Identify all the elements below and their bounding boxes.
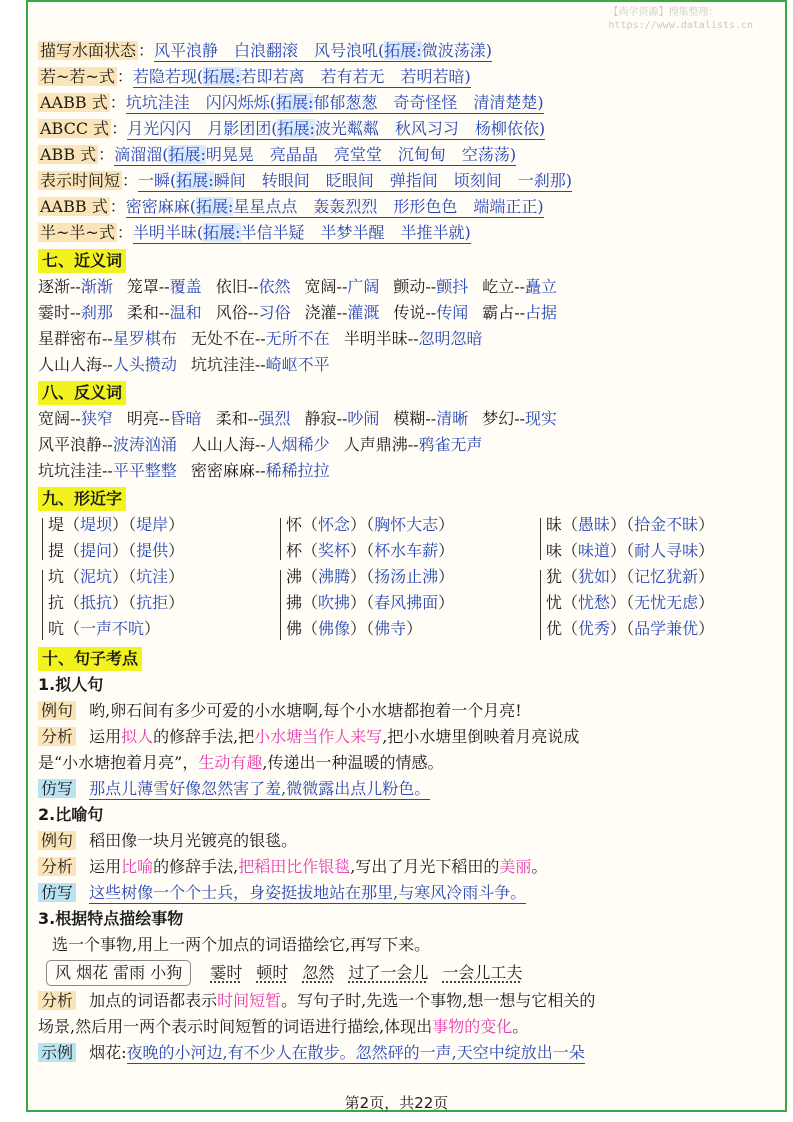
pattern-row bbox=[38, 220, 768, 246]
extend-items: 郁郁葱葱 奇奇怪怪 清清楚楚 bbox=[313, 93, 538, 112]
pair-separator: -- bbox=[102, 461, 113, 480]
pair-word: 传闻 bbox=[436, 303, 469, 322]
analysis-text: 。写句子时,先选一个事物,想一想与它相关的 bbox=[281, 991, 596, 1010]
imitate-tag: 仿写 bbox=[38, 779, 76, 798]
pair-word: 波涛汹涌 bbox=[112, 435, 177, 454]
pattern-words: 密密麻麻(拓展:星星点点 轰轰烈烈 形形色色 端端正正) bbox=[125, 197, 544, 216]
extend-items: 微波荡漾 bbox=[421, 41, 486, 60]
pair-separator: -- bbox=[247, 303, 259, 322]
example-word: 抗拒 bbox=[136, 593, 169, 612]
example-tag: 例句 bbox=[38, 701, 76, 720]
word: 宽阔 bbox=[38, 409, 71, 428]
word: 明亮 bbox=[126, 409, 159, 428]
dotted-word: 顿时 bbox=[256, 963, 289, 982]
pair-word: 覆盖 bbox=[169, 277, 202, 296]
pair-word: 矗立 bbox=[525, 277, 558, 296]
pair-separator: -- bbox=[102, 355, 113, 374]
example-word: 忧愁 bbox=[578, 593, 611, 612]
section-8-heading-row bbox=[38, 380, 768, 406]
pair-word: 昏暗 bbox=[169, 409, 202, 428]
character: 昧 bbox=[546, 515, 563, 534]
pattern-items: 坑坑洼洼 闪闪烁烁 bbox=[125, 93, 270, 112]
analysis-tag: 分析 bbox=[38, 857, 76, 876]
word: 霸占 bbox=[482, 303, 515, 322]
imitate-tag: 仿写 bbox=[38, 883, 76, 902]
word: 浇灌 bbox=[304, 303, 337, 322]
word: 坑坑洼洼 bbox=[38, 461, 103, 480]
pattern-label: AABB 式 bbox=[40, 93, 108, 112]
word: 梦幻 bbox=[482, 409, 515, 428]
section-10-heading-row bbox=[38, 646, 768, 672]
extend-label: 拓展: bbox=[277, 119, 315, 138]
pair-separator: -- bbox=[158, 409, 170, 428]
word: 颤动 bbox=[393, 277, 426, 296]
analysis-highlight: 时间短暂 bbox=[217, 991, 282, 1010]
example-word: 记忆犹新 bbox=[634, 567, 699, 586]
pair-word: 人头攒动 bbox=[112, 355, 177, 374]
example-word: 杯水车薪 bbox=[374, 541, 439, 560]
similar-char-row: 堤（堤坝）（堤岸） bbox=[48, 515, 185, 534]
similar-characters-table bbox=[38, 512, 768, 646]
personification-imitation bbox=[38, 776, 768, 802]
pair-word: 温和 bbox=[169, 303, 202, 322]
analysis-text: 场景,然后用一两个表示时间短暂的词语进行描绘,体现出 bbox=[38, 1017, 433, 1036]
character: 提 bbox=[48, 541, 65, 560]
example-word: 抵抗 bbox=[80, 593, 113, 612]
pair-word: 吵闹 bbox=[347, 409, 380, 428]
similar-char-row: 怀（怀念）（胸怀大志） bbox=[286, 515, 455, 534]
pattern-colon: ： bbox=[109, 93, 126, 112]
similar-char-row: 吭（一声不吭） bbox=[48, 619, 161, 638]
pattern-label: 若~若~式 bbox=[40, 67, 115, 86]
similar-char-row: 优（优秀）（品学兼优） bbox=[546, 619, 715, 638]
word-pair-line bbox=[38, 458, 768, 484]
pair-separator: -- bbox=[514, 303, 526, 322]
word: 逐渐 bbox=[38, 277, 71, 296]
pair-separator: -- bbox=[336, 303, 348, 322]
synonym-list bbox=[38, 274, 768, 378]
word: 依旧 bbox=[215, 277, 248, 296]
character: 吭 bbox=[48, 619, 65, 638]
word: 宽阔 bbox=[304, 277, 337, 296]
pair-word: 灌溉 bbox=[347, 303, 380, 322]
metaphor-analysis bbox=[38, 854, 768, 880]
example-subject: 烟花: bbox=[89, 1043, 127, 1062]
pattern-colon: ： bbox=[109, 197, 126, 216]
pair-separator: -- bbox=[254, 355, 266, 374]
pair-separator: -- bbox=[425, 409, 437, 428]
pattern-label: 描写水面状态 bbox=[40, 41, 137, 60]
example-tag: 例句 bbox=[38, 831, 76, 850]
word: 静寂 bbox=[304, 409, 337, 428]
pattern-row bbox=[38, 168, 768, 194]
dotted-word: 霎时 bbox=[210, 963, 243, 982]
pattern-colon: ： bbox=[138, 41, 155, 60]
example-word: 扬汤止沸 bbox=[374, 567, 439, 586]
section-7-heading: 七、近义词 bbox=[38, 249, 126, 273]
pair-separator: -- bbox=[158, 277, 170, 296]
pair-separator: -- bbox=[336, 409, 348, 428]
analysis-highlight: 事物的变化 bbox=[432, 1017, 513, 1036]
example-word: 犹如 bbox=[578, 567, 611, 586]
watermark-line-1: 【尚学资源】搜集整理： bbox=[608, 7, 719, 18]
word: 人声鼎沸 bbox=[343, 435, 408, 454]
extend-label: 拓展: bbox=[203, 223, 241, 242]
pair-separator: -- bbox=[70, 303, 81, 322]
pair-separator: -- bbox=[254, 461, 266, 480]
analysis-tag: 分析 bbox=[38, 727, 76, 746]
watermark bbox=[609, 6, 754, 32]
analysis-text: ,传递出一种温暖的情感。 bbox=[262, 753, 444, 772]
example-word: 耐人寻味 bbox=[634, 541, 699, 560]
character: 味 bbox=[546, 541, 563, 560]
similar-char-row: 佛（佛像）（佛寺） bbox=[286, 619, 423, 638]
group-brace bbox=[42, 518, 43, 560]
section-9-heading: 九、形近字 bbox=[38, 487, 126, 511]
pattern-words: 坑坑洼洼 闪闪烁烁(拓展:郁郁葱葱 奇奇怪怪 清清楚楚) bbox=[125, 93, 544, 112]
word: 坑坑洼洼 bbox=[190, 355, 255, 374]
example-word: 堤坝 bbox=[80, 515, 113, 534]
pair-separator: -- bbox=[158, 303, 170, 322]
pair-word: 平平整整 bbox=[112, 461, 177, 480]
extend-items: 半信半疑 半梦半醒 半推半就 bbox=[240, 223, 465, 242]
example-tag: 示例 bbox=[38, 1043, 76, 1062]
pair-word: 鸦雀无声 bbox=[418, 435, 483, 454]
analysis-highlight: 把稻田比作银毯 bbox=[238, 857, 351, 876]
word: 传说 bbox=[393, 303, 426, 322]
analysis-text: 。 bbox=[512, 1017, 529, 1036]
character: 怀 bbox=[286, 515, 303, 534]
word: 风俗 bbox=[215, 303, 248, 322]
analysis-text: ,把小水塘里倒映着月亮说成 bbox=[382, 727, 580, 746]
describe-analysis-cont bbox=[38, 1014, 768, 1040]
word: 密密麻麻 bbox=[190, 461, 255, 480]
example-text: 哟,卵石间有多少可爱的小水塘啊,每个小水塘都抱着一个月亮! bbox=[89, 701, 522, 720]
character: 忧 bbox=[546, 593, 563, 612]
pair-separator: -- bbox=[247, 277, 259, 296]
pattern-items: 密密麻麻 bbox=[125, 197, 190, 216]
pair-word: 星罗棋布 bbox=[112, 329, 177, 348]
example-word: 坑洼 bbox=[136, 567, 169, 586]
analysis-highlight: 美丽 bbox=[499, 857, 532, 876]
pair-separator: -- bbox=[425, 277, 437, 296]
group-brace bbox=[540, 518, 541, 560]
analysis-highlight: 比喻 bbox=[121, 857, 154, 876]
describe-title: 3.根据特点描绘事物 bbox=[38, 909, 184, 928]
pair-separator: -- bbox=[514, 409, 526, 428]
extend-items: 瞬间 转眼间 眨眼间 弹指间 顷刻间 一刹那 bbox=[213, 171, 566, 190]
example-word: 一声不吭 bbox=[80, 619, 145, 638]
word: 星群密布 bbox=[38, 329, 103, 348]
pattern-row bbox=[38, 90, 768, 116]
describe-options-row bbox=[38, 958, 768, 988]
example-text: 稻田像一块月光镀亮的银毯。 bbox=[89, 831, 298, 850]
pattern-colon: ： bbox=[116, 223, 133, 242]
extend-label: 拓展: bbox=[203, 67, 241, 86]
extend-items: 波光粼粼 秋风习习 杨柳依依 bbox=[314, 119, 539, 138]
pair-word: 狭窄 bbox=[80, 409, 113, 428]
word: 人山人海 bbox=[190, 435, 255, 454]
analysis-text: 运用 bbox=[89, 857, 122, 876]
pattern-label: 半~半~式 bbox=[40, 223, 115, 242]
pattern-items: 一瞬 bbox=[138, 171, 171, 190]
extend-label: 拓展: bbox=[168, 145, 206, 164]
analysis-text: 是“小水塘抱着月亮”， bbox=[38, 753, 199, 772]
pattern-items: 风平浪静 白浪翻滚 风号浪吼 bbox=[154, 41, 379, 60]
pair-separator: -- bbox=[425, 303, 437, 322]
pattern-items: 若隐若现 bbox=[132, 67, 197, 86]
analysis-text: 运用 bbox=[89, 727, 122, 746]
analysis-text: 。 bbox=[531, 857, 548, 876]
pattern-colon: ： bbox=[98, 145, 115, 164]
word-pair-line bbox=[38, 326, 768, 352]
pair-word: 无所不在 bbox=[265, 329, 330, 348]
word: 风平浪静 bbox=[38, 435, 103, 454]
word-pattern-list bbox=[38, 38, 768, 246]
character: 拂 bbox=[286, 593, 303, 612]
pair-word: 现实 bbox=[525, 409, 558, 428]
group-brace bbox=[42, 570, 43, 640]
pair-separator: -- bbox=[407, 329, 419, 348]
character: 抗 bbox=[48, 593, 65, 612]
pattern-words: 若隐若现(拓展:若即若离 若有若无 若明若暗) bbox=[132, 67, 471, 86]
extend-label: 拓展: bbox=[276, 93, 314, 112]
subject-options-box: 风 烟花 雷雨 小狗 bbox=[46, 960, 191, 986]
extend-items: 星星点点 轰轰烈烈 形形色色 端端正正 bbox=[233, 197, 538, 216]
similar-char-row: 拂（吹拂）（春风拂面） bbox=[286, 593, 455, 612]
extend-items: 若即若离 若有若无 若明若暗 bbox=[240, 67, 465, 86]
personification-analysis-cont bbox=[38, 750, 768, 776]
word: 柔和 bbox=[126, 303, 159, 322]
word: 人山人海 bbox=[38, 355, 103, 374]
example-word: 提问 bbox=[80, 541, 113, 560]
similar-char-column bbox=[286, 512, 454, 642]
imitate-text: 这些树像一个个士兵，身姿挺拔地站在那里,与寒风冷雨斗争。 bbox=[89, 883, 527, 902]
pair-word: 广阔 bbox=[347, 277, 380, 296]
watermark-line-2: https://www.datalists.cn bbox=[608, 20, 753, 31]
dotted-word: 过了一会儿 bbox=[348, 963, 429, 982]
pair-separator: -- bbox=[407, 435, 419, 454]
pattern-row bbox=[38, 116, 768, 142]
analysis-highlight: 拟人 bbox=[121, 727, 154, 746]
similar-char-column bbox=[48, 512, 184, 642]
example-word: 怀念 bbox=[318, 515, 351, 534]
similar-char-row: 犹（犹如）（记忆犹新） bbox=[546, 567, 715, 586]
pair-word: 依然 bbox=[258, 277, 291, 296]
character: 杯 bbox=[286, 541, 303, 560]
pattern-label: AABB 式 bbox=[40, 197, 108, 216]
pattern-items: 半明半昧 bbox=[132, 223, 197, 242]
extend-items: 明晃晃 亮晶晶 亮堂堂 沉甸甸 空荡荡 bbox=[205, 145, 510, 164]
analysis-highlight: 小水塘当作人来写 bbox=[254, 727, 383, 746]
analysis-text: 加点的词语都表示 bbox=[89, 991, 218, 1010]
example-word: 奖杯 bbox=[318, 541, 351, 560]
pattern-words: 风平浪静 白浪翻滚 风号浪吼(拓展:微波荡漾) bbox=[154, 41, 492, 60]
dotted-word-list bbox=[210, 963, 536, 982]
word: 无处不在 bbox=[190, 329, 255, 348]
pattern-items: 滴溜溜 bbox=[114, 145, 163, 164]
pair-word: 强烈 bbox=[258, 409, 291, 428]
similar-char-row: 提（提问）（提供） bbox=[48, 541, 185, 560]
pair-word: 占据 bbox=[525, 303, 558, 322]
similar-char-row: 味（味道）（耐人寻味） bbox=[546, 541, 715, 560]
pattern-row bbox=[38, 64, 768, 90]
dotted-word: 忽然 bbox=[302, 963, 335, 982]
section-10-heading: 十、句子考点 bbox=[38, 647, 142, 671]
analysis-text: ,写出了月光下稻田的 bbox=[350, 857, 500, 876]
group-brace bbox=[280, 570, 281, 640]
pattern-label: ABCC 式 bbox=[40, 119, 110, 138]
pair-word: 忽明忽暗 bbox=[418, 329, 483, 348]
page-content bbox=[38, 38, 768, 1066]
example-text: 夜晚的小河边,有不少人在散步。忽然砰的一声,天空中绽放出一朵 bbox=[126, 1043, 585, 1062]
similar-char-row: 杯（奖杯）（杯水车薪） bbox=[286, 541, 455, 560]
page-number: 第2页，共22页 bbox=[344, 1094, 449, 1112]
example-word: 吹拂 bbox=[318, 593, 351, 612]
similar-char-row: 抗（抵抗）（抗拒） bbox=[48, 593, 185, 612]
group-brace bbox=[280, 518, 281, 560]
word: 半明半昧 bbox=[343, 329, 408, 348]
pair-separator: -- bbox=[70, 409, 81, 428]
analysis-text: 的修辞手法,把 bbox=[153, 727, 255, 746]
metaphor-example bbox=[38, 828, 768, 854]
pattern-words: 月光闪闪 月影团团(拓展:波光粼粼 秋风习习 杨柳依依) bbox=[127, 119, 546, 138]
word-pair-line bbox=[38, 352, 768, 378]
character: 坑 bbox=[48, 567, 65, 586]
group-brace bbox=[540, 570, 541, 640]
example-word: 泥坑 bbox=[80, 567, 113, 586]
pattern-label: ABB 式 bbox=[40, 145, 97, 164]
metaphor-title: 2.比喻句 bbox=[38, 805, 104, 824]
pair-word: 颤抖 bbox=[436, 277, 469, 296]
similar-char-row: 坑（泥坑）（坑洼） bbox=[48, 567, 185, 586]
similar-char-row: 沸（沸腾）（扬汤止沸） bbox=[286, 567, 455, 586]
pair-word: 刹那 bbox=[80, 303, 113, 322]
word: 柔和 bbox=[215, 409, 248, 428]
imitate-text: 那点儿薄雪好像忽然害了羞,微微露出点儿粉色。 bbox=[89, 779, 431, 798]
example-word: 沸腾 bbox=[318, 567, 351, 586]
example-word: 提供 bbox=[136, 541, 169, 560]
pair-separator: -- bbox=[247, 409, 259, 428]
analysis-text: 的修辞手法, bbox=[153, 857, 239, 876]
pattern-items: 月光闪闪 月影团团 bbox=[127, 119, 272, 138]
word-pair-line bbox=[38, 274, 768, 300]
antonym-list bbox=[38, 406, 768, 484]
example-word: 拾金不昧 bbox=[634, 515, 699, 534]
pair-word: 崎岖不平 bbox=[265, 355, 330, 374]
pattern-colon: ： bbox=[111, 119, 128, 138]
describe-task: 选一个事物,用上一两个加点的词语描绘它,再写下来。 bbox=[52, 935, 431, 954]
pair-separator: -- bbox=[102, 329, 113, 348]
pattern-row bbox=[38, 194, 768, 220]
describe-analysis bbox=[38, 988, 768, 1014]
analysis-tag: 分析 bbox=[38, 991, 76, 1010]
character: 优 bbox=[546, 619, 563, 638]
pattern-colon: ： bbox=[116, 67, 133, 86]
pair-word: 清晰 bbox=[436, 409, 469, 428]
example-word: 春风拂面 bbox=[374, 593, 439, 612]
word: 屹立 bbox=[482, 277, 515, 296]
pair-separator: -- bbox=[102, 435, 113, 454]
example-word: 无忧无虑 bbox=[634, 593, 699, 612]
pattern-words: 滴溜溜(拓展:明晃晃 亮晶晶 亮堂堂 沉甸甸 空荡荡) bbox=[114, 145, 517, 164]
word-pair-line bbox=[38, 300, 768, 326]
character: 犹 bbox=[546, 567, 563, 586]
example-word: 优秀 bbox=[578, 619, 611, 638]
metaphor-imitation bbox=[38, 880, 768, 906]
extend-label: 拓展: bbox=[196, 197, 234, 216]
pair-separator: -- bbox=[336, 277, 348, 296]
word: 笼罩 bbox=[126, 277, 159, 296]
example-word: 胸怀大志 bbox=[374, 515, 439, 534]
extend-label: 拓展: bbox=[384, 41, 422, 60]
describe-example bbox=[38, 1040, 768, 1066]
pair-separator: -- bbox=[254, 435, 266, 454]
pair-separator: -- bbox=[254, 329, 266, 348]
similar-char-row: 昧（愚昧）（拾金不昧） bbox=[546, 515, 715, 534]
pair-word: 习俗 bbox=[258, 303, 291, 322]
pair-separator: -- bbox=[70, 277, 81, 296]
character: 佛 bbox=[286, 619, 303, 638]
example-word: 愚昧 bbox=[578, 515, 611, 534]
analysis-highlight: 生动有趣 bbox=[198, 753, 263, 772]
example-word: 佛寺 bbox=[374, 619, 407, 638]
word: 霎时 bbox=[38, 303, 71, 322]
section-9-heading-row bbox=[38, 486, 768, 512]
pattern-words: 一瞬(拓展:瞬间 转眼间 眨眼间 弹指间 顷刻间 一刹那) bbox=[138, 171, 572, 190]
example-word: 味道 bbox=[578, 541, 611, 560]
character: 沸 bbox=[286, 567, 303, 586]
example-word: 堤岸 bbox=[136, 515, 169, 534]
example-word: 佛像 bbox=[318, 619, 351, 638]
example-word: 品学兼优 bbox=[634, 619, 699, 638]
personification-example bbox=[38, 698, 768, 724]
similar-char-column bbox=[546, 512, 714, 642]
pair-separator: -- bbox=[514, 277, 526, 296]
pair-word: 渐渐 bbox=[80, 277, 113, 296]
pattern-words: 半明半昧(拓展:半信半疑 半梦半醒 半推半就) bbox=[132, 223, 471, 242]
word-pair-line bbox=[38, 406, 768, 432]
pattern-colon: ： bbox=[122, 171, 139, 190]
personification-title: 1.拟人句 bbox=[38, 675, 104, 694]
personification-analysis bbox=[38, 724, 768, 750]
character: 堤 bbox=[48, 515, 65, 534]
pattern-label: 表示时间短 bbox=[40, 171, 121, 190]
pair-word: 稀稀拉拉 bbox=[265, 461, 330, 480]
section-7-heading-row bbox=[38, 248, 768, 274]
extend-label: 拓展: bbox=[176, 171, 214, 190]
pair-word: 人烟稀少 bbox=[265, 435, 330, 454]
section-8-heading: 八、反义词 bbox=[38, 381, 126, 405]
dotted-word: 一会儿工夫 bbox=[442, 963, 523, 982]
similar-char-row: 忧（忧愁）（无忧无虑） bbox=[546, 593, 715, 612]
word: 模糊 bbox=[393, 409, 426, 428]
word-pair-line bbox=[38, 432, 768, 458]
pattern-row bbox=[38, 38, 768, 64]
pattern-row bbox=[38, 142, 768, 168]
